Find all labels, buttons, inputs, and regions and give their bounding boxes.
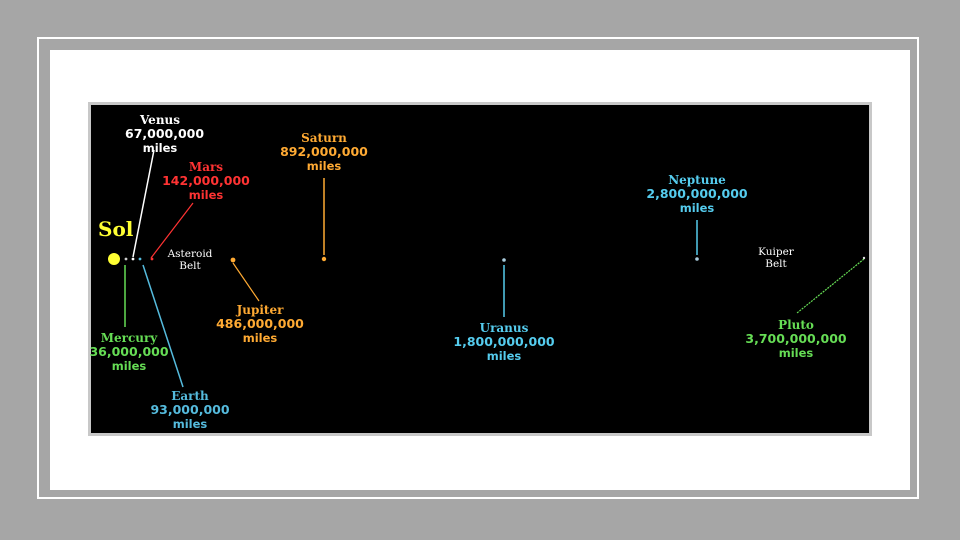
pluto-distance: 3,700,000,000 bbox=[745, 331, 847, 346]
mars-distance: 142,000,000 bbox=[162, 173, 250, 188]
kuiper-belt-label bbox=[751, 246, 801, 270]
jupiter-name: Jupiter bbox=[236, 303, 284, 317]
jupiter-icon bbox=[231, 258, 236, 263]
earth-label bbox=[145, 389, 235, 431]
uranus-distance: 1,800,000,000 bbox=[453, 334, 555, 349]
mars-label bbox=[161, 160, 251, 202]
asteroid-belt-line1: Asteroid bbox=[167, 248, 213, 260]
venus-label bbox=[125, 113, 205, 155]
jupiter-leader-line bbox=[233, 263, 259, 301]
mercury-icon bbox=[125, 258, 128, 261]
earth-unit: miles bbox=[172, 417, 208, 431]
mars-name: Mars bbox=[188, 160, 224, 174]
asteroid-belt-line2: Belt bbox=[179, 260, 201, 272]
neptune-icon bbox=[695, 257, 699, 261]
uranus-label bbox=[449, 321, 559, 363]
neptune-label bbox=[642, 173, 752, 215]
venus-unit: miles bbox=[142, 141, 178, 155]
mercury-distance: 36,000,000 bbox=[89, 344, 169, 359]
mars-icon bbox=[151, 258, 154, 261]
jupiter-distance: 486,000,000 bbox=[216, 316, 304, 331]
pluto-name: Pluto bbox=[778, 318, 814, 332]
mercury-label bbox=[89, 331, 169, 373]
pluto-icon bbox=[863, 257, 865, 259]
earth-icon bbox=[139, 258, 142, 261]
uranus-icon bbox=[502, 258, 506, 262]
kuiper-belt-line2: Belt bbox=[765, 258, 787, 270]
solar-system-diagram bbox=[88, 102, 872, 436]
neptune-distance: 2,800,000,000 bbox=[646, 186, 748, 201]
saturn-unit: miles bbox=[306, 159, 342, 173]
jupiter-label bbox=[215, 303, 305, 345]
pluto-unit: miles bbox=[778, 346, 814, 360]
earth-distance: 93,000,000 bbox=[150, 402, 230, 417]
jupiter-unit: miles bbox=[242, 331, 278, 345]
venus-distance: 67,000,000 bbox=[125, 126, 205, 141]
saturn-distance: 892,000,000 bbox=[280, 144, 368, 159]
mars-unit: miles bbox=[188, 188, 224, 202]
neptune-unit: miles bbox=[679, 201, 715, 215]
mercury-name: Mercury bbox=[100, 331, 158, 345]
pluto-leader-line bbox=[797, 259, 864, 313]
mercury-unit: miles bbox=[111, 359, 147, 373]
venus-name: Venus bbox=[139, 113, 181, 127]
sun-icon bbox=[108, 253, 120, 265]
venus-leader-line bbox=[133, 150, 154, 257]
saturn-label bbox=[279, 131, 369, 173]
uranus-unit: miles bbox=[486, 349, 522, 363]
earth-name: Earth bbox=[171, 389, 209, 403]
asteroid-belt-label bbox=[165, 248, 215, 272]
pluto-label bbox=[741, 318, 851, 360]
sun-label: Sol bbox=[98, 217, 134, 241]
venus-icon bbox=[132, 258, 135, 261]
saturn-name: Saturn bbox=[301, 131, 347, 145]
kuiper-belt-line1: Kuiper bbox=[758, 246, 794, 258]
uranus-name: Uranus bbox=[479, 321, 529, 335]
neptune-name: Neptune bbox=[668, 173, 726, 187]
saturn-icon bbox=[322, 257, 326, 261]
